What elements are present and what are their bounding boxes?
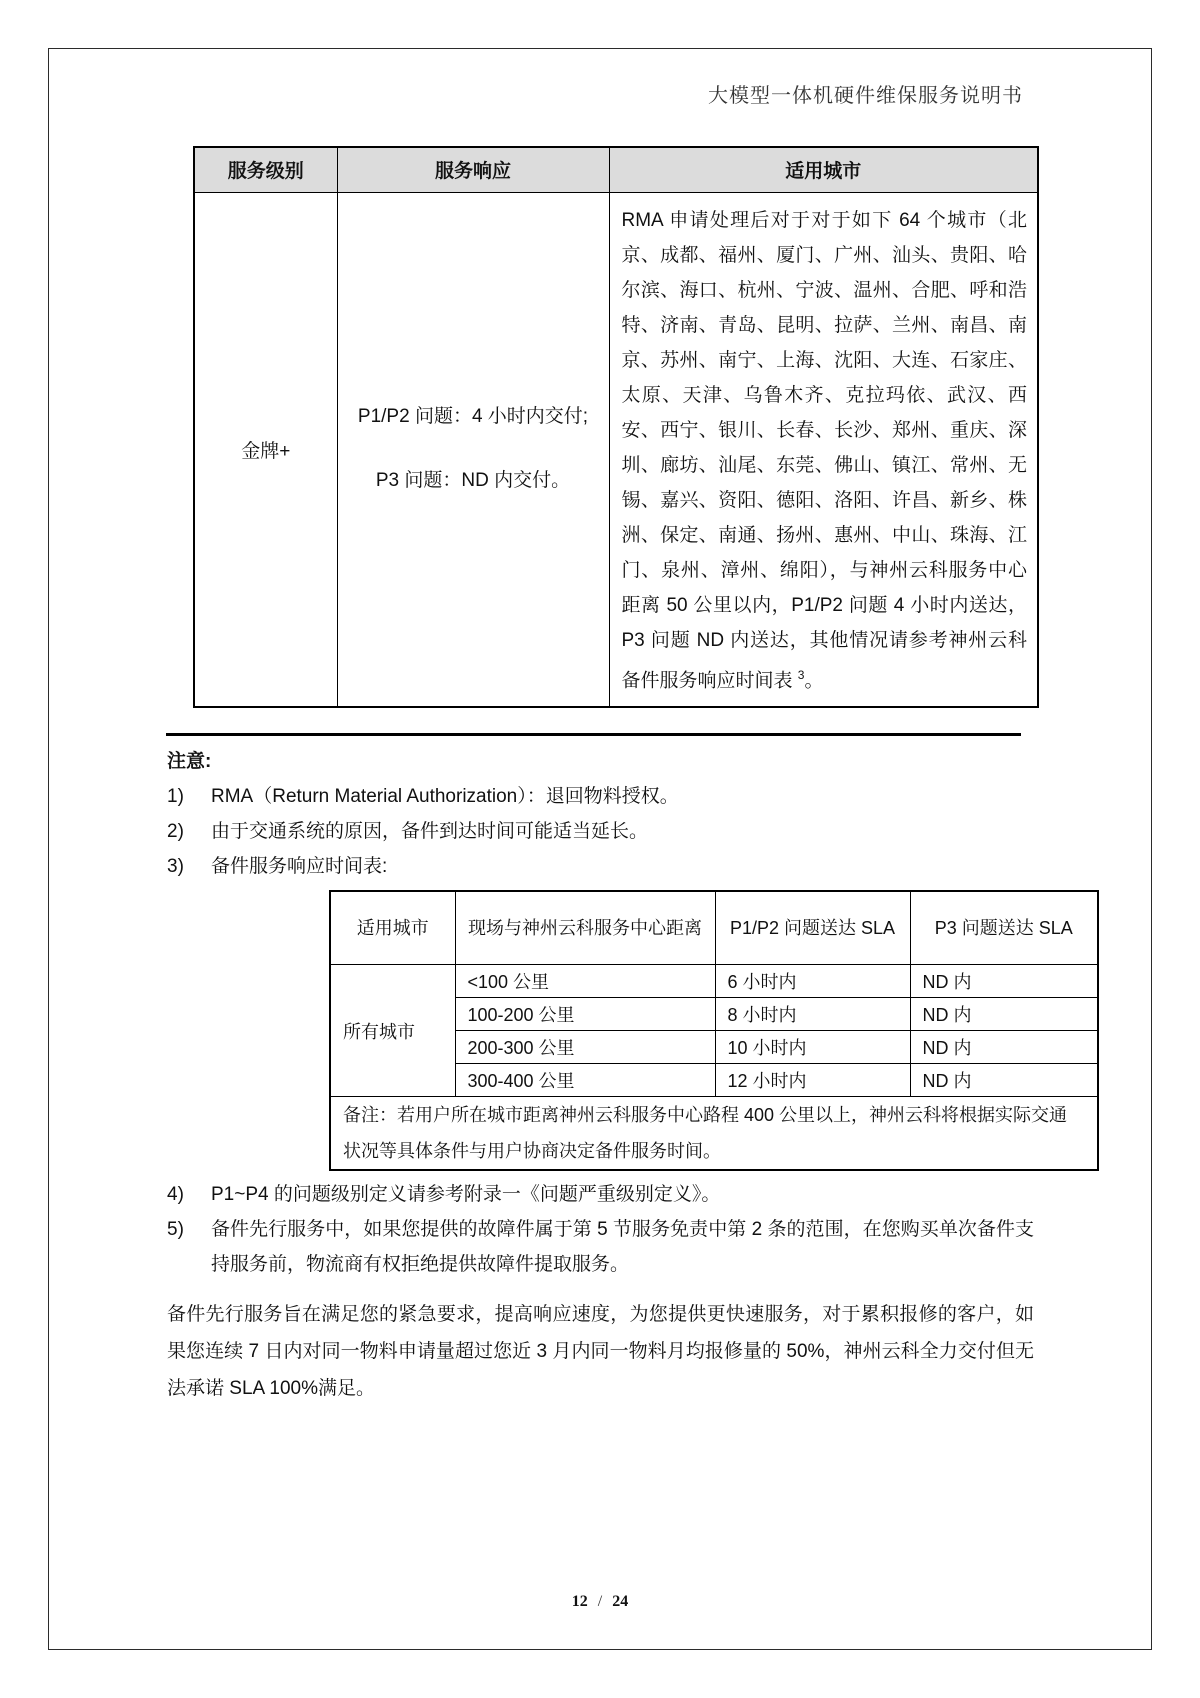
note-text: 备件先行服务中，如果您提供的故障件属于第 5 节服务免责中第 2 条的范围，在您购买单次备件支持服务前，物流商有权拒绝提供故障件提取服务。: [211, 1219, 1034, 1276]
notes-section: [49, 736, 1151, 1408]
note-text: P1~P4 的问题级别定义请参考附录一《问题严重级别定义》。: [211, 1184, 721, 1206]
response-p1p2-text: P1/P2 问题：4 小时内交付;: [357, 406, 589, 428]
note-item-1: [167, 779, 1034, 814]
sla-p1p2-value: 8 小时内: [715, 998, 910, 1031]
response-p3-text: P3 问题：ND 内交付。: [375, 470, 571, 492]
sla-table-row: [330, 965, 1098, 998]
service-table-header-response: 服务响应: [337, 147, 609, 192]
sla-p1p2-value: 6 小时内: [715, 965, 910, 998]
sla-p1p2-value: 12 小时内: [715, 1064, 910, 1097]
sla-remark-row: [330, 1097, 1098, 1171]
service-table-header-row: [194, 147, 1038, 192]
sla-city-scope: 所有城市: [330, 965, 455, 1097]
note-number: 2): [167, 820, 184, 842]
note-item-5: [167, 1212, 1034, 1282]
service-table-row: [194, 192, 1038, 707]
closing-paragraph: 备件先行服务旨在满足您的紧急要求，提高响应速度，为您提供更快速服务，对于累积报修的客户，如果您连续 7 日内对同一物料申请量超过您近 3 月内同一物料月均报修量的 50%，神州云科全力交付但无法承诺 SLA 100%满足。: [167, 1304, 1034, 1400]
sla-p3-value: ND 内: [910, 1064, 1098, 1097]
sla-distance: 200-300 公里: [455, 1031, 715, 1064]
sla-distance: 100-200 公里: [455, 998, 715, 1031]
sla-header-p3: P3 问题送达 SLA: [910, 891, 1098, 965]
service-response-cell: [337, 192, 609, 707]
service-table-header-level: 服务级别: [194, 147, 337, 192]
sla-remark-text: 备注：若用户所在城市距离神州云科服务中心路程 400 公里以上，神州云科将根据实际交通状况等具体条件与用户协商决定备件服务时间。: [330, 1097, 1098, 1171]
running-head-title: 大模型一体机硬件维保服务说明书: [708, 85, 1023, 107]
note-text: 由于交通系统的原因，备件到达时间可能适当延长。: [211, 820, 649, 842]
service-table-header-cities: 适用城市: [609, 147, 1038, 192]
sla-header-city: 适用城市: [330, 891, 455, 965]
note-item-3: [167, 849, 1034, 884]
page-number-footer: [49, 1593, 1151, 1611]
note-number: 5): [167, 1219, 184, 1241]
note-item-4: [167, 1177, 1034, 1212]
sla-table-header-row: [330, 891, 1098, 965]
sla-p3-value: ND 内: [910, 998, 1098, 1031]
note-item-2: [167, 814, 1034, 849]
cities-paragraph-end: 。: [804, 669, 824, 691]
spare-parts-sla-table: [329, 890, 1099, 1172]
note-text: RMA（Return Material Authorization）：退回物料授权。: [211, 785, 679, 807]
sla-p1p2-value: 10 小时内: [715, 1031, 910, 1064]
sla-p3-value: ND 内: [910, 1031, 1098, 1064]
note-number: 1): [167, 785, 184, 807]
sla-header-p1p2: P1/P2 问题送达 SLA: [715, 891, 910, 965]
sla-distance: <100 公里: [455, 965, 715, 998]
sla-distance: 300-400 公里: [455, 1064, 715, 1097]
document-page: [48, 48, 1152, 1650]
service-level-table: [193, 146, 1039, 708]
sla-header-distance: 现场与神州云科服务中心距离: [455, 891, 715, 965]
total-page-number: 24: [612, 1593, 629, 1610]
page-number-separator: /: [597, 1593, 603, 1610]
note-number: 3): [167, 855, 184, 877]
notes-title: 注意:: [167, 750, 212, 772]
note-number: 4): [167, 1184, 184, 1206]
applicable-cities-cell: [609, 192, 1038, 707]
cities-paragraph: RMA 申请处理后对于对于如下 64 个城市（北京、成都、福州、厦门、广州、汕头、贵阳、哈尔滨、海口、杭州、宁波、温州、合肥、呼和浩特、济南、青岛、昆明、拉萨、兰州、南昌、南京、苏州、南宁、上海、沈阳、大连、石家庄、太原、天津、乌鲁木齐、克拉玛依、武汉、西安、西宁、银川、长春、长沙、郑州、重庆、深圳、廊坊、汕尾、东莞、佛山、镇江、常州、无锡、嘉兴、资阳、德阳、洛阳、许昌、新乡、株洲、保定、南通、扬州、惠州、中山、珠海、江门、泉州、漳州、绵阳），与神州云科服务中心距离 50 公里以内，P1/P2 问题 4 小时内送达，P3 问题 ND 内送达，其他情况请参考神州云科备件服务响应时间表: [621, 209, 1027, 691]
service-level-value: 金牌+: [194, 192, 337, 707]
note-text: 备件服务响应时间表:: [211, 855, 388, 877]
footnote-reference-3: 3: [797, 667, 805, 682]
sla-p3-value: ND 内: [910, 965, 1098, 998]
current-page-number: 12: [571, 1593, 588, 1610]
